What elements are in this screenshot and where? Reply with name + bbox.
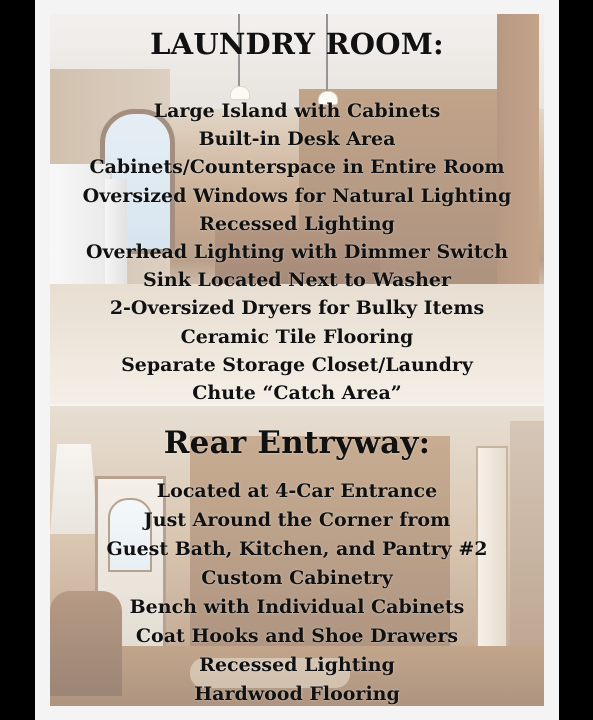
feature-line: Chute “Catch Area” xyxy=(192,382,402,404)
rear-entryway-panel xyxy=(50,406,544,706)
feature-line: Sink Located Next to Washer xyxy=(142,269,452,292)
feature-line: Custom Cabinetry xyxy=(201,567,393,589)
feature-line: Bench with Individual Cabinets xyxy=(129,596,465,618)
feature-line: Located at 4-Car Entrance xyxy=(156,480,438,502)
feature-line: Recessed Lighting xyxy=(199,212,395,235)
feature-line: Built-in Desk Area xyxy=(198,128,396,151)
rear-entryway-content xyxy=(50,424,544,706)
feature-line: 2-Oversized Dryers for Bulky Items xyxy=(109,297,485,320)
feature-line: Ceramic Tile Flooring xyxy=(180,325,414,348)
rear-entryway-features xyxy=(50,477,544,706)
poster-frame xyxy=(35,0,559,720)
feature-line: Separate Storage Closet/Laundry xyxy=(121,353,473,376)
feature-line: Cabinets/Counterspace in Entire Room xyxy=(89,156,505,179)
feature-line: Just Around the Corner from xyxy=(143,509,451,531)
feature-line: Coat Hooks and Shoe Drawers xyxy=(135,625,459,647)
feature-line: Overhead Lighting with Dimmer Switch xyxy=(85,241,509,264)
feature-line: Recessed Lighting xyxy=(199,654,395,676)
laundry-room-content xyxy=(50,28,544,404)
feature-line: Oversized Windows for Natural Lighting xyxy=(82,184,512,207)
feature-line: Large Island with Cabinets xyxy=(153,100,441,122)
laundry-room-title: LAUNDRY ROOM: xyxy=(150,27,444,61)
feature-line: Guest Bath, Kitchen, and Pantry #2 xyxy=(106,538,488,560)
laundry-room-features xyxy=(50,97,544,404)
laundry-room-panel xyxy=(50,14,544,404)
rear-entryway-title: Rear Entryway: xyxy=(163,425,431,461)
feature-line: Hardwood Flooring xyxy=(194,683,400,705)
